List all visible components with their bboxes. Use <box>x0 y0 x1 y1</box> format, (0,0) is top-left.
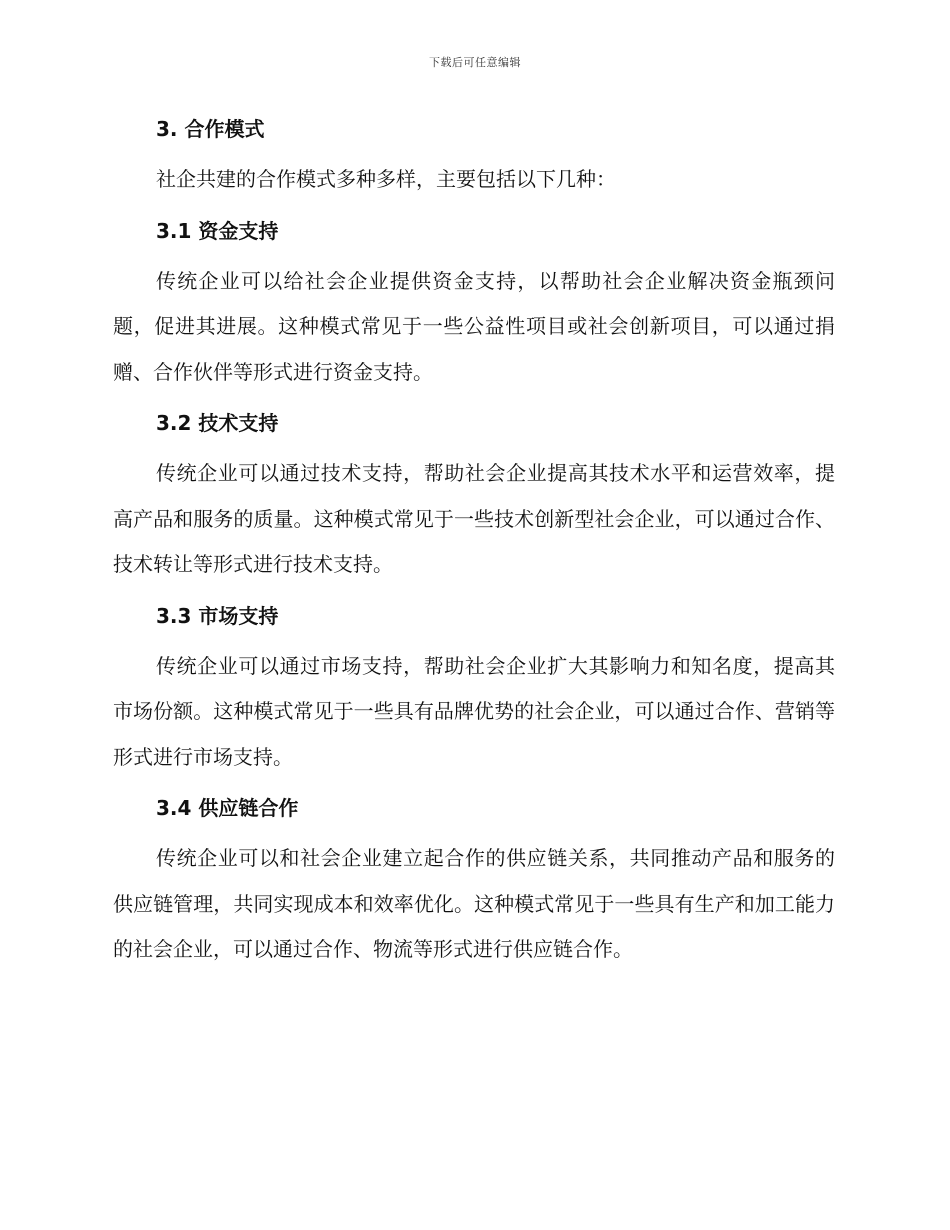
subsection-title-3-3: 3.3 市场支持 <box>156 603 279 628</box>
subsection-title-3-2: 3.2 技术支持 <box>156 411 279 435</box>
header-note: 下载后可任意编辑 <box>429 56 521 69</box>
subsection-body-3-1: 传统企业可以给社会企业提供资金支持，以帮助社会企业解决资金瓶颈问题，促进其进展。这种模式常见于一些公益性项目或社会创新项目，可以通过捐赠、合作伙伴等形式进行资金支持。 <box>113 268 835 384</box>
subsection-body-3-2: 传统企业可以通过技术支持，帮助社会企业提高其技术水平和运营效率，提高产品和服务的质量。这种模式常见于一些技术创新型社会企业，可以通过合作、技术转让等形式进行技术支持。 <box>113 461 835 576</box>
subsection-title-3-1: 3.1 资金支持 <box>156 218 279 243</box>
subsection-title-3-4: 3.4 供应链合作 <box>156 796 299 820</box>
section-intro: 社企共建的合作模式多种多样，主要包括以下几种： <box>156 167 616 191</box>
section-title: 3. 合作模式 <box>156 117 265 141</box>
subsection-body-3-3: 传统企业可以通过市场支持，帮助社会企业扩大其影响力和知名度，提高其市场份额。这种模式常见于一些具有品牌优势的社会企业，可以通过合作、营销等形式进行市场支持。 <box>113 653 835 769</box>
subsection-body-3-4: 传统企业可以和社会企业建立起合作的供应链关系，共同推动产品和服务的供应链管理，共同实现成本和效率优化。这种模式常见于一些具有生产和加工能力的社会企业，可以通过合作、物流等形式进行供应链合作。 <box>113 846 835 961</box>
document-content <box>113 112 835 973</box>
